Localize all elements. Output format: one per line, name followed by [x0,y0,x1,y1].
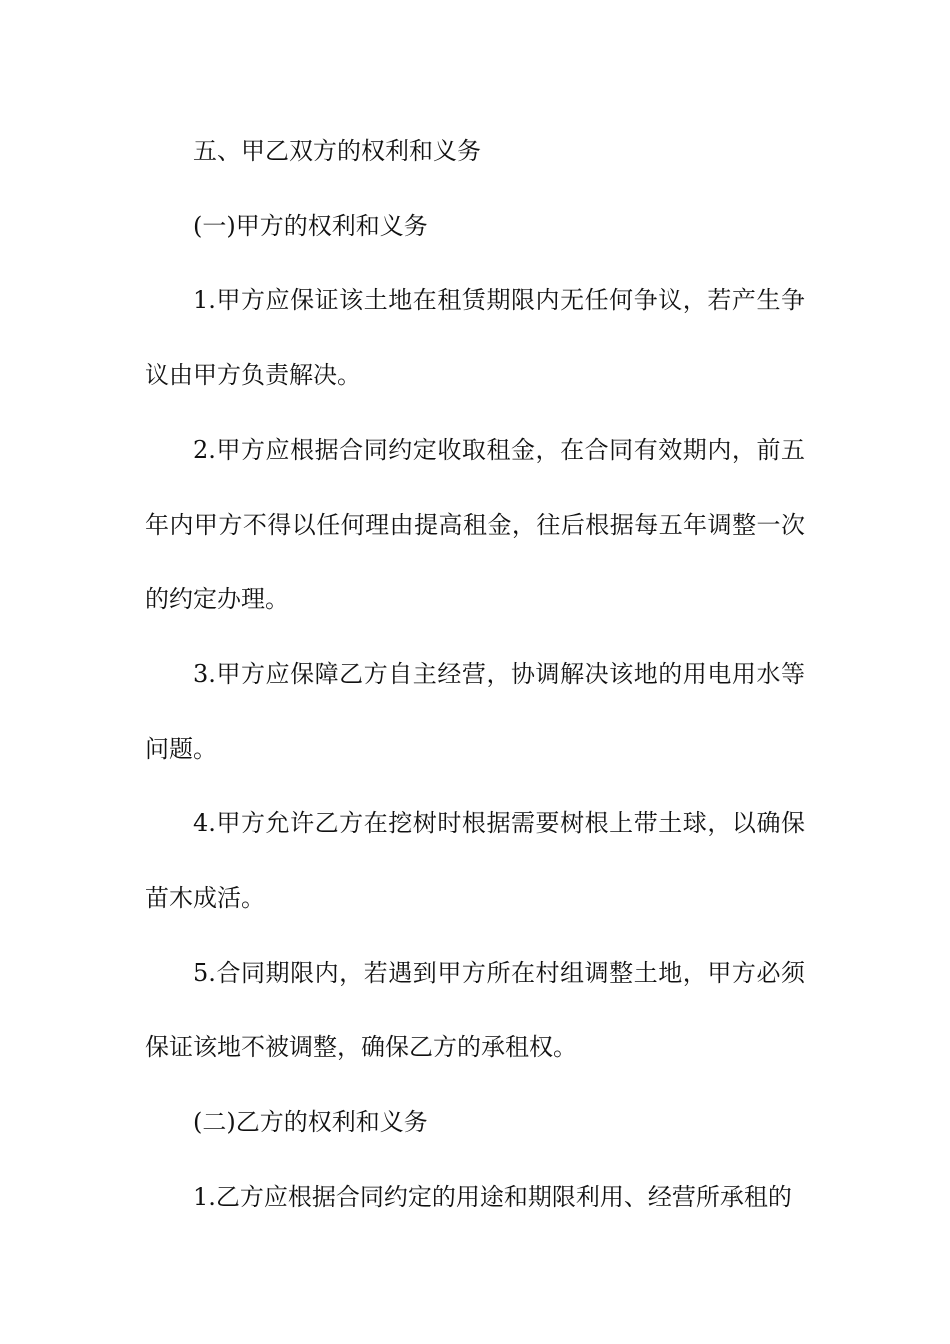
party-a-heading: (一)甲方的权利和义务 [193,211,428,240]
section-heading: 五、甲乙双方的权利和义务 [193,137,481,165]
party-b-heading: (二)乙方的权利和义务 [193,1108,428,1137]
party-a-item-4: 4.甲方允许乙方在挖树时根据需要树根上带土球，以确保苗木成活。 [145,809,805,913]
party-b-item-1: 1.乙方应根据合同约定的用途和期限利用、经营所承租的 [193,1182,792,1211]
document-page [145,114,805,1235]
party-a-item-2: 2.甲方应根据合同约定收取租金，在合同有效期内，前五年内甲方不得以任何理由提高租金，往后根据每五年调整一次的约定办理。 [145,435,805,614]
party-a-item-3: 3.甲方应保障乙方自主经营，协调解决该地的用电用水等问题。 [145,659,805,763]
party-a-item-5: 5.合同期限内，若遇到甲方所在村组调整土地，甲方必须保证该地不被调整，确保乙方的承租权。 [145,958,805,1062]
party-a-item-1: 1.甲方应保证该土地在租赁期限内无任何争议，若产生争议由甲方负责解决。 [145,286,805,390]
